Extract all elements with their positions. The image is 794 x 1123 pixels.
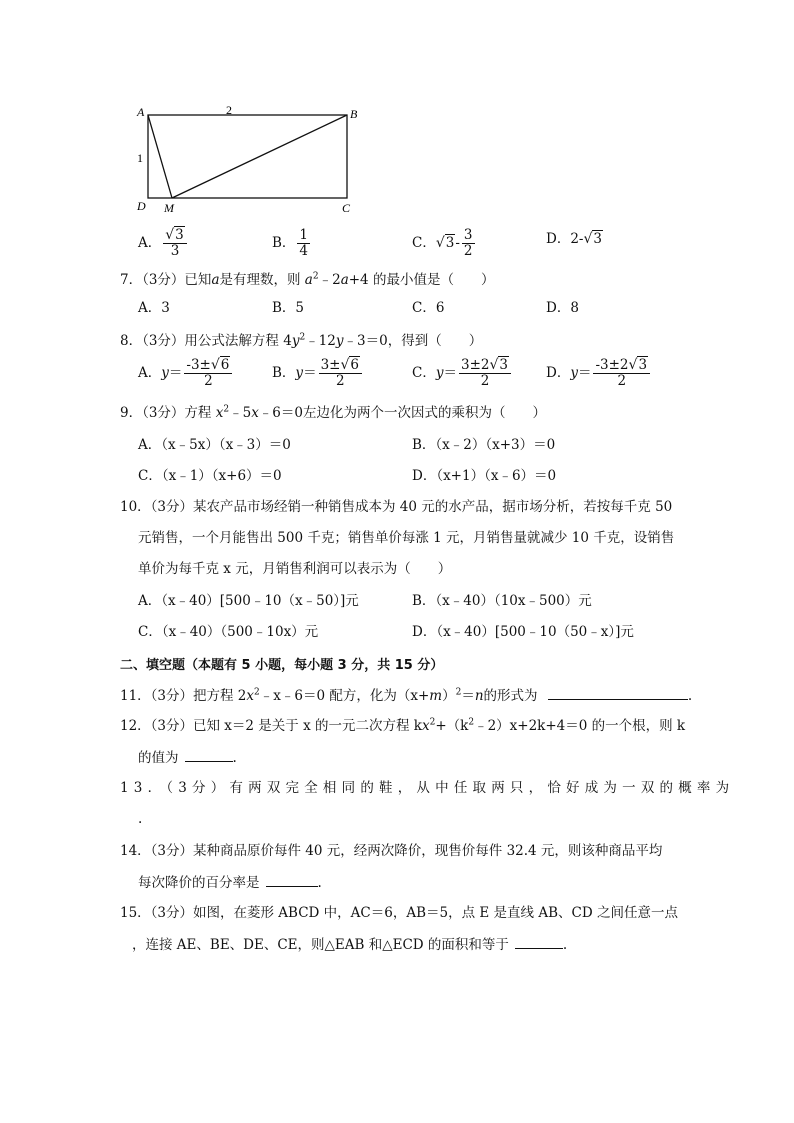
section-heading-fill-blank: 二、填空题（本题有 5 小题，每小题 3 分，共 15 分） — [120, 658, 444, 673]
q12-stem-line1: 12．（3分）已知 x＝2 是关于 x 的一元二次方程 $kx^2+(k^2﹣2)x+2k+4=0$ 的一个根，则 k — [120, 717, 686, 734]
label-m: M — [164, 201, 174, 215]
q12-stem-line2: 的值为 . — [138, 747, 237, 768]
label-c: C — [342, 201, 351, 215]
q8-option-c[interactable]: C．y＝ $\frac{3\pm 2√3}{2}$ — [412, 358, 513, 389]
q8-option-a[interactable]: A．y＝ $\frac{-3\pm√6}{2}$ — [138, 358, 234, 389]
q6-option-c[interactable]: C．√3- $\frac{3}{2}$ — [412, 227, 473, 259]
label-top-length: 2 — [226, 103, 232, 117]
q11-answer-blank[interactable] — [548, 685, 688, 700]
label-b: B — [350, 107, 358, 121]
q14-answer-blank[interactable] — [266, 872, 318, 887]
q8-stem: 8．（3分）用公式法解方程 $4y^2﹣12y﹣3=0$，得到（ ） — [120, 332, 483, 349]
q7-option-c[interactable]: C．6 — [412, 300, 445, 316]
q14-stem-line2: 每次降价的百分率是 . — [138, 872, 322, 893]
q7-stem: 7．（3分）已知a是有理数，则 $a^2﹣2a+4$ 的最小值是（ ） — [120, 271, 495, 288]
q15-stem-line1: 15．（3分）如图，在菱形 ABCD 中，AC＝6，AB＝5，点 E 是直线 AB、CD 之间任意一点 — [120, 905, 678, 921]
q9-option-a[interactable]: A．（x﹣5x）（x﹣3）＝0 — [138, 437, 291, 453]
q7-option-d[interactable]: D．8 — [546, 300, 579, 316]
q15-stem-line2: ，连接 AE、BE、DE、CE，则△EAB 和△ECD 的面积和等于 . — [132, 934, 567, 955]
q12-answer-blank[interactable] — [185, 747, 233, 762]
q8-option-b[interactable]: B．y＝ $\frac{3\pm√6}{2}$ — [272, 358, 364, 389]
q9-option-b[interactable]: B．（x﹣2）（x+3）＝0 — [412, 437, 556, 453]
label-left-length: 1 — [137, 151, 143, 165]
segment-mb — [172, 115, 347, 198]
q6-option-b[interactable]: B． $\frac{1}{4}$ — [272, 227, 309, 259]
rectangle-abcd — [148, 115, 347, 198]
q7-option-b[interactable]: B．5 — [272, 300, 305, 316]
q10-option-d[interactable]: D．（x﹣40）[500﹣10（50﹣x）]元 — [412, 624, 634, 640]
label-a: A — [137, 105, 145, 119]
q6-option-d[interactable]: D．2-√3 — [546, 231, 602, 247]
q13-stem-line1: 13．（3分）有两双完全相同的鞋，从中任取两只，恰好成为一双的概率为 — [120, 780, 735, 796]
rectangle-figure — [130, 100, 370, 218]
q9-stem: 9．（3分）方程 $x^2﹣5x﹣6=0$左边化为两个一次因式的乘积为（ ） — [120, 404, 546, 421]
segment-am — [148, 115, 172, 198]
q14-stem-line1: 14．（3分）某种商品原价每件 40 元，经两次降价，现售价每件 32.4 元，则该种商品平均 — [120, 843, 663, 859]
q10-stem-line3: 单价为每千克 x 元，月销售利润可以表示为（ ） — [138, 561, 452, 577]
q10-stem-line1: 10．（3分）某农产品市场经销一种销售成本为 40 元的水产品，据市场分析，若按每千克 50 — [120, 499, 673, 515]
q6-option-a[interactable]: A． $\frac{√3}{3}$ — [138, 228, 189, 259]
q10-stem-line2: 元销售，一个月能售出 500 千克；销售单价每涨 1 元，月销售量就减少 10 千克，设销售 — [138, 530, 675, 546]
q9-option-d[interactable]: D．（x+1）（x﹣6）＝0 — [412, 468, 557, 484]
q10-option-c[interactable]: C．（x﹣40）（500﹣10x）元 — [138, 624, 319, 640]
q13-stem-line2: . — [138, 811, 143, 827]
q10-option-a[interactable]: A．（x﹣40）[500﹣10（x﹣50）]元 — [138, 593, 359, 609]
q11-stem: 11．（3分）把方程 $2x^2﹣x﹣6=0$ 配方，化为$(x+m)^2=n$的形式为 . — [120, 685, 692, 706]
q7-option-a[interactable]: A．3 — [138, 300, 170, 316]
q9-option-c[interactable]: C．（x﹣1）（x+6）＝0 — [138, 468, 282, 484]
q15-answer-blank[interactable] — [515, 934, 563, 949]
label-d: D — [137, 199, 146, 213]
q10-option-b[interactable]: B．（x﹣40）（10x﹣500）元 — [412, 593, 592, 609]
q8-option-d[interactable]: D．y＝ $\frac{-3\pm 2√3}{2}$ — [546, 358, 652, 389]
